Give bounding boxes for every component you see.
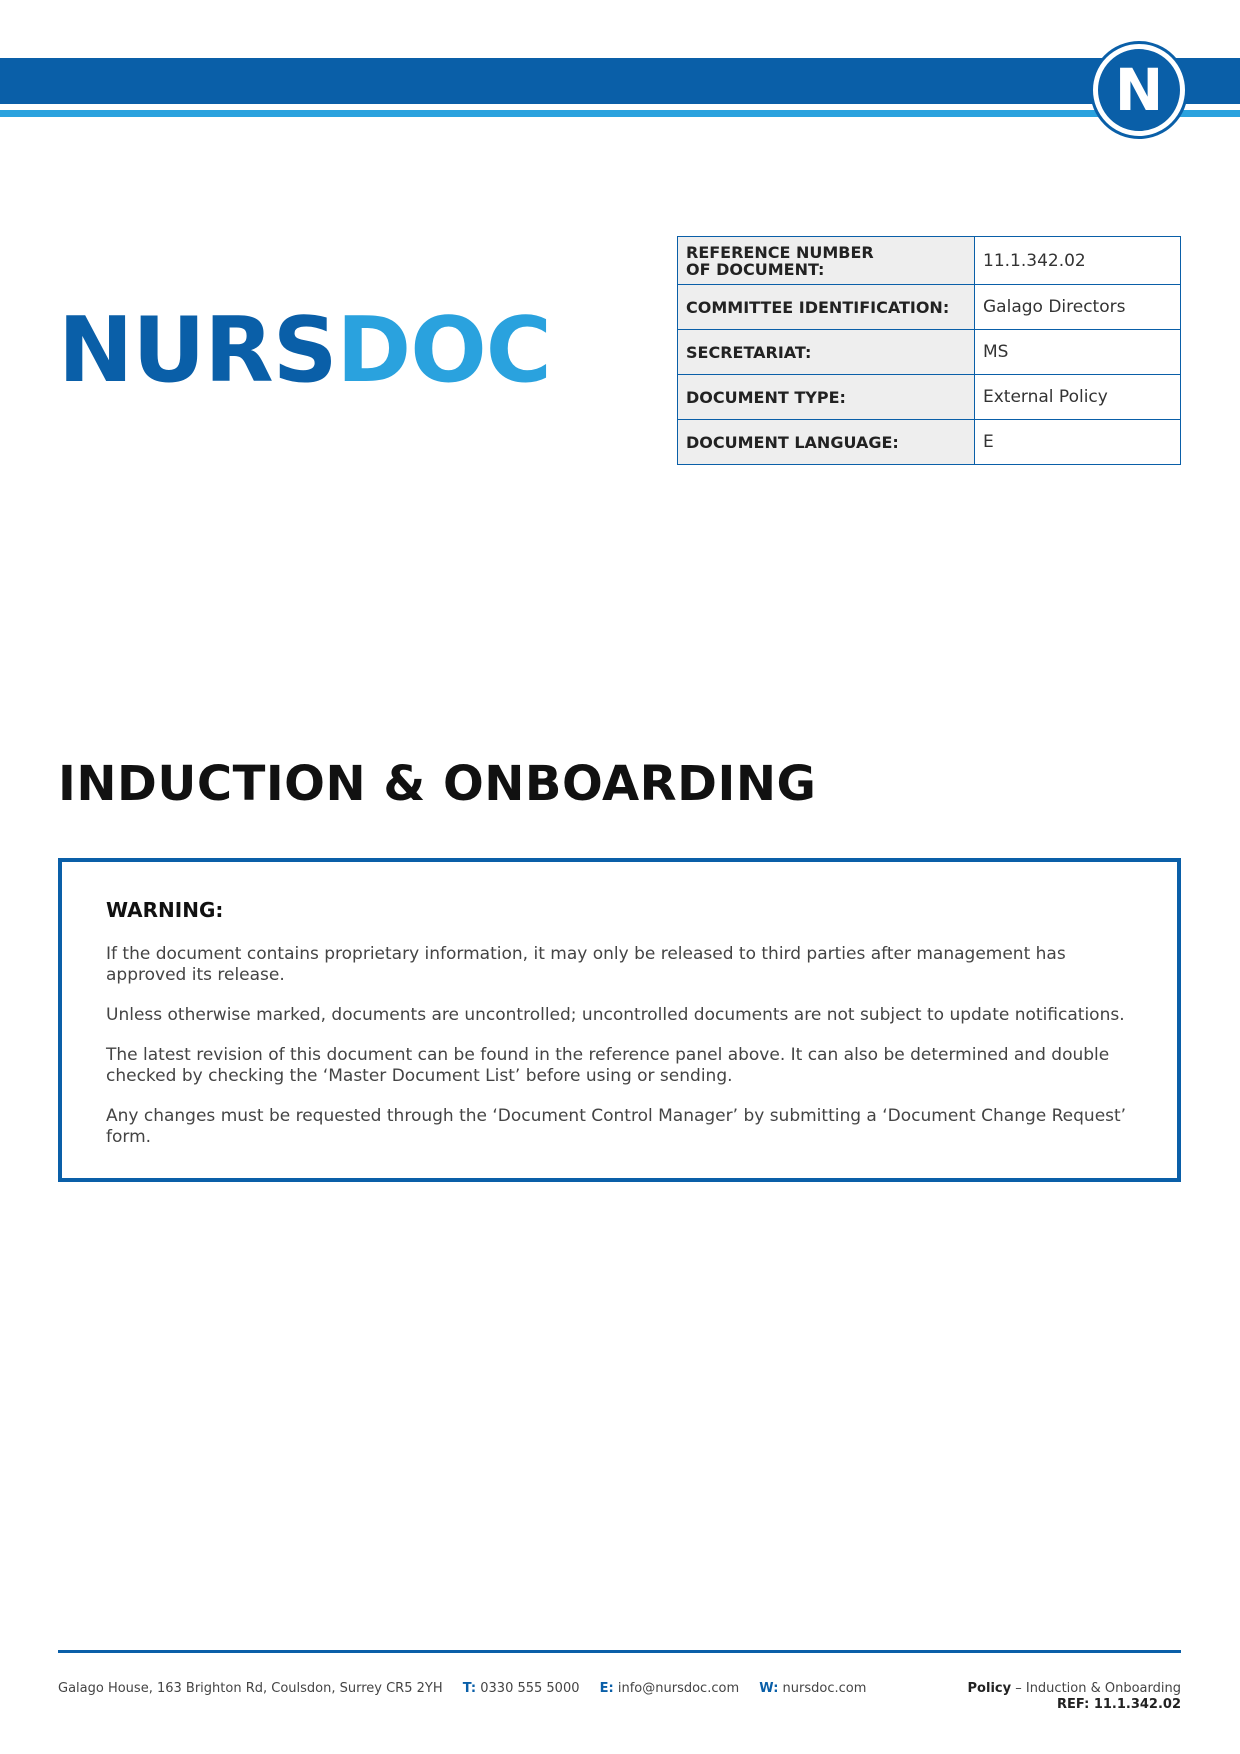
document-title: INDUCTION & ONBOARDING [58,756,817,812]
ref-label: DOCUMENT TYPE: [678,375,975,420]
reference-panel [677,236,1181,465]
logo-part-doc: DOC [336,298,551,403]
ref-value: 11.1.342.02 [975,237,1181,285]
ref-value: Galago Directors [975,285,1181,330]
ref-row [678,375,1181,420]
ref-row [678,420,1181,465]
ref-label: SECRETARIAT: [678,330,975,375]
warning-box [58,858,1181,1182]
brand-logo [58,298,551,403]
ref-value: MS [975,330,1181,375]
ref-row [678,237,1181,285]
footer-contact [58,1681,866,1696]
footer-web-label: W: [759,1681,779,1696]
logo-part-nurs: NURS [58,298,337,403]
footer-doc-separator: – [1011,1681,1026,1696]
footer-phone: 0330 555 5000 [480,1681,580,1696]
header-band [0,58,1240,104]
warning-paragraph: Any changes must be requested through the ‘Document Control Manager’ by submitting a ‘Document Change Request’ form. [106,1106,1127,1147]
badge-letter: N [1114,56,1164,124]
footer-doc-name: Induction & Onboarding [1025,1681,1181,1696]
footer-email-label: E: [599,1681,614,1696]
ref-value: E [975,420,1181,465]
warning-heading: WARNING: [106,898,224,922]
ref-value: External Policy [975,375,1181,420]
footer-email[interactable]: info@nursdoc.com [617,1681,740,1696]
ref-row [678,285,1181,330]
header-accent-stripe [0,110,1240,117]
footer-web[interactable]: nursdoc.com [782,1681,867,1696]
footer-doc-line [968,1681,1181,1697]
brand-badge-icon [1093,44,1185,136]
ref-label: REFERENCE NUMBER OF DOCUMENT: [678,237,975,285]
ref-label: DOCUMENT LANGUAGE: [678,420,975,465]
footer-phone-label: T: [462,1681,477,1696]
ref-row [678,330,1181,375]
warning-paragraph: The latest revision of this document can be found in the reference panel above. It can also be determined and double checked by checking the ‘Master Document List’ before using or sending. [106,1045,1110,1086]
footer-document-info [968,1681,1181,1713]
footer-ref: REF: 11.1.342.02 [1057,1697,1181,1712]
warning-paragraph: Unless otherwise marked, documents are uncontrolled; uncontrolled documents are not subject to update notifications. [106,1005,1125,1025]
ref-label: COMMITTEE IDENTIFICATION: [678,285,975,330]
footer-doc-kind: Policy [967,1681,1012,1696]
footer-divider [58,1650,1181,1653]
footer-address: Galago House, 163 Brighton Rd, Coulsdon, Surrey CR5 2YH [58,1681,443,1696]
warning-paragraph: If the document contains proprietary information, it may only be released to third parties after management has approved its release. [106,944,1066,985]
